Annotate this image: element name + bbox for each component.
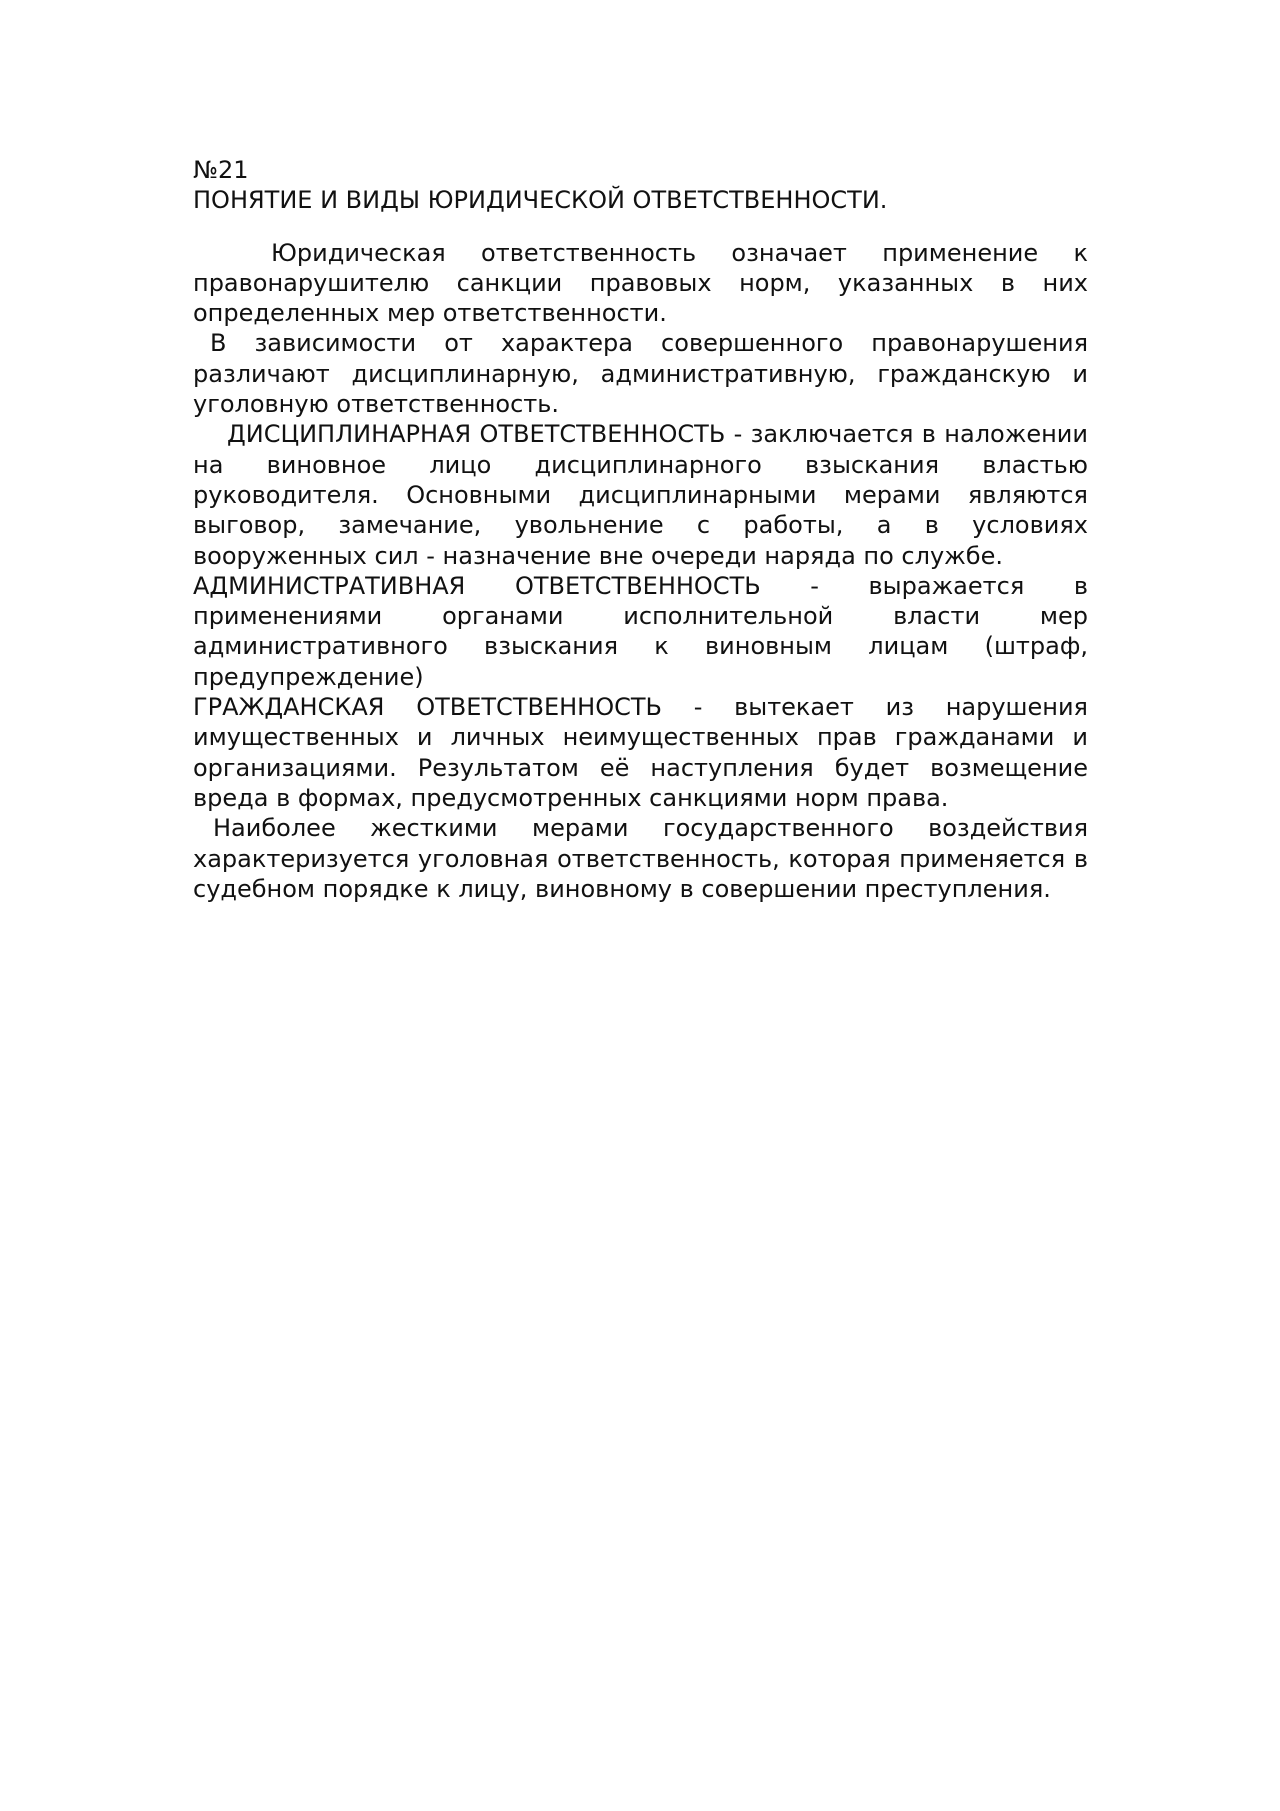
paragraph-types: В зависимости от характера совершенного правонарушения различают дисциплинарную, административную, гражданскую и уголовную ответственность. xyxy=(193,329,1088,419)
paragraph-administrative: АДМИНИСТРАТИВНАЯ ОТВЕТСТВЕННОСТЬ - выражается в применениями органами исполнительной власти мер административного взыскания к виновным лицам (штраф, предупреждение) xyxy=(193,571,1088,691)
document-title: ПОНЯТИЕ И ВИДЫ ЮРИДИЧЕСКОЙ ОТВЕТСТВЕННОСТИ. xyxy=(193,186,888,215)
paragraph-disciplinary: ДИСЦИПЛИНАРНАЯ ОТВЕТСТВЕННОСТЬ - заключается в наложении на виновное лицо дисциплинарного взыскания властью руководителя. Основными дисциплинарными мерами являются выговор, замечание, увольнение с работы, а в условиях вооруженных сил - назначение вне очереди наряда по службе. xyxy=(193,420,1088,570)
document-body xyxy=(193,155,1088,904)
paragraph-criminal: Наиболее жесткими мерами государственного воздействия характеризуется уголовная ответственность, которая применяется в судебном порядке к лицу, виновному в совершении преступления. xyxy=(193,814,1088,903)
paragraph-civil: ГРАЖДАНСКАЯ ОТВЕТСТВЕННОСТЬ - вытекает из нарушения имущественных и личных неимущественных прав гражданами и организациями. Результатом её наступления будет возмещение вреда в формах, предусмотренных санкциями норм права. xyxy=(193,693,1088,812)
paragraph-definition: Юридическая ответственность означает применение к правонарушителю санкции правовых норм, указанных в них определенных мер ответственности. xyxy=(193,238,1088,328)
document-number: №21 xyxy=(193,156,249,184)
